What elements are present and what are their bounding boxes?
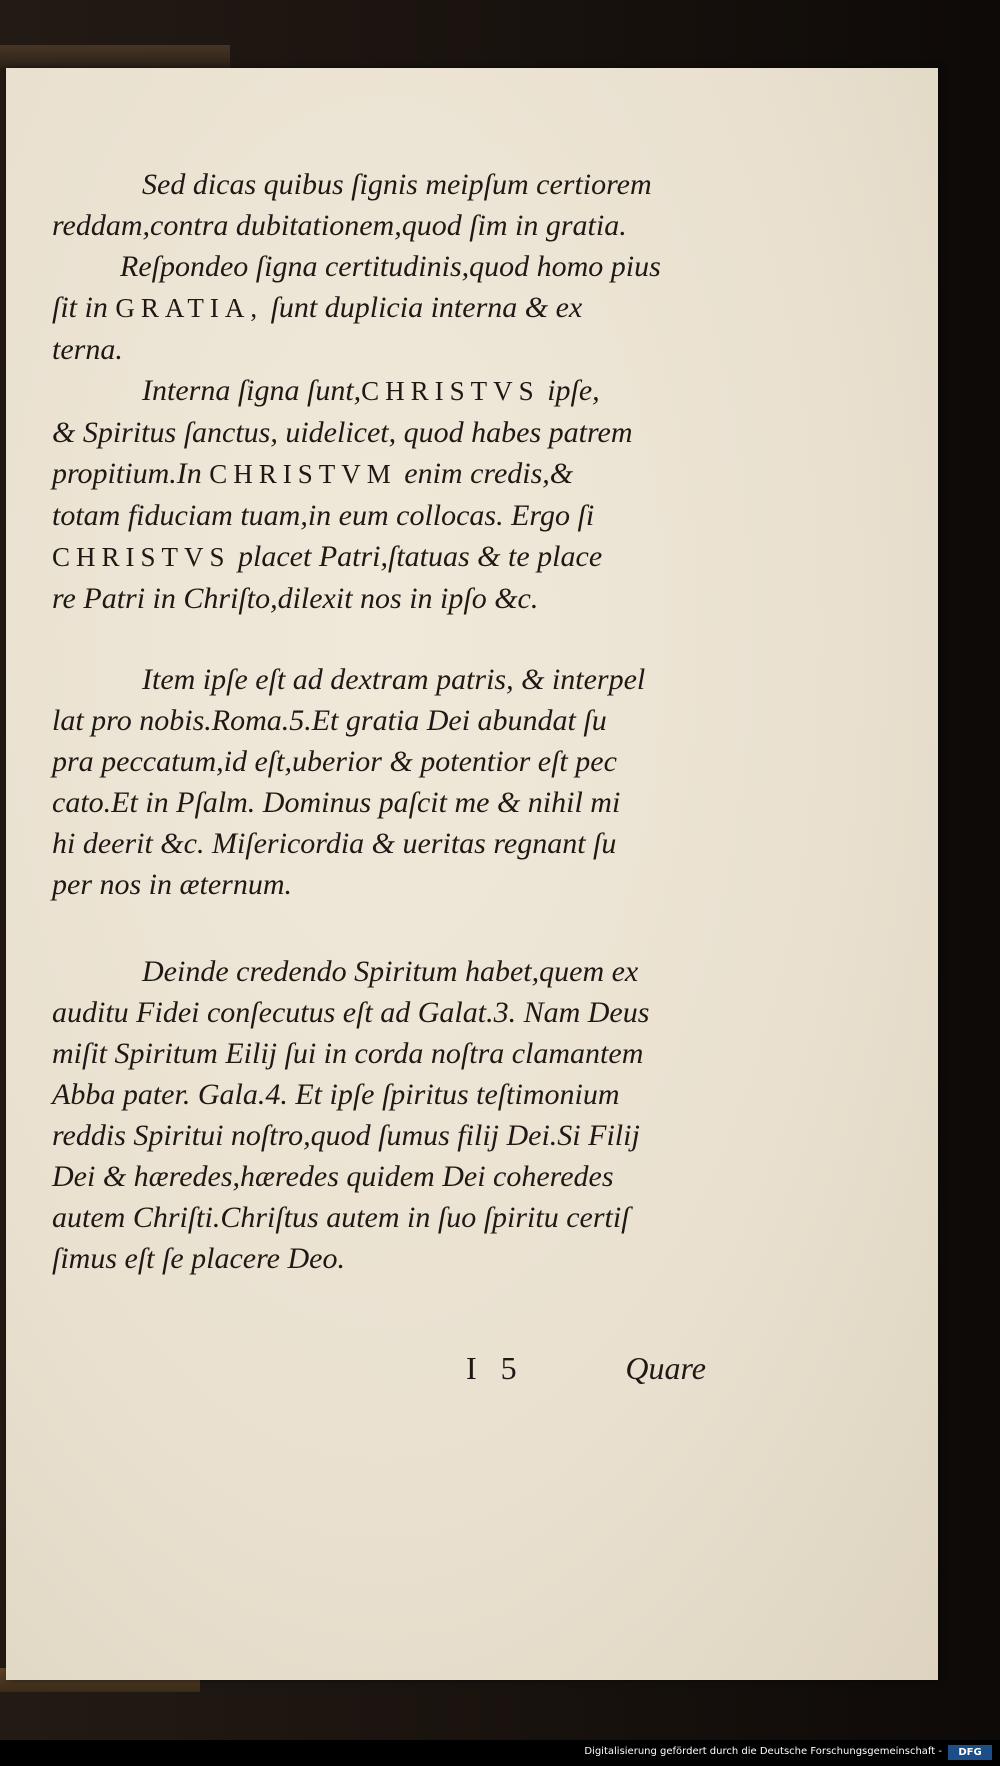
paragraph-5 <box>52 951 708 1279</box>
text-line-post: ſunt duplicia interna & ex <box>263 291 583 324</box>
paragraph-4 <box>52 659 708 905</box>
catchword: Quare <box>625 1350 706 1386</box>
text-line: totam fiduciam tuam,in eum collocas. Ergo ſi <box>52 499 595 532</box>
small-caps-word: CHRISTVS <box>361 376 540 406</box>
text-line: pra peccatum,id eſt,uberior & potentior eſt pec <box>52 745 617 778</box>
text-line: Sed dicas quibus ſignis meipſum certiorem <box>142 168 652 201</box>
text-line: Abba pater. Gala.4. Et ipſe ſpiritus teſtimonium <box>52 1078 620 1111</box>
paragraph-3 <box>52 370 708 619</box>
text-line: re Patri in Chriſto,dilexit nos in ipſo &c. <box>52 582 539 615</box>
small-caps-word: CHRISTVS <box>52 542 231 572</box>
text-line-post: enim credis,& <box>396 457 574 490</box>
text-line: cato.Et in Pſalm. Dominus paſcit me & nihil mi <box>52 786 621 819</box>
small-caps-word: CHRISTVM <box>209 459 397 489</box>
text-line: Reſpondeo ſigna certitudinis,quod homo pius <box>120 250 661 283</box>
paragraph-2 <box>52 246 708 370</box>
text-line: hi deerit &c. Miſericordia & ueritas regnant ſu <box>52 827 617 860</box>
text-line: miſit Spiritum Eilij ſui in corda noſtra clamantem <box>52 1037 644 1070</box>
text-line: Item ipſe eſt ad dextram patris, & interpel <box>142 663 646 696</box>
paragraph-1 <box>52 164 708 246</box>
digitization-credit-bar <box>0 1740 1000 1766</box>
book-page <box>6 68 938 1680</box>
small-caps-word: GRATIA, <box>115 293 264 323</box>
page-text <box>52 164 708 1279</box>
text-line: auditu Fidei conſecutus eſt ad Galat.3. Nam Deus <box>52 996 650 1029</box>
text-line-pre: ſit in <box>52 291 116 324</box>
text-line-pre: Interna ſigna ſunt, <box>142 374 362 407</box>
page-footer <box>466 1350 706 1396</box>
text-line: per nos in æternum. <box>52 868 292 901</box>
credit-text: Digitalisierung gefördert durch die Deutsche Forschungsgemeinschaft - <box>584 1746 942 1757</box>
text-line: Dei & hæredes,hæredes quidem Dei coheredes <box>52 1160 614 1193</box>
cover-edge-top <box>0 45 230 69</box>
dfg-logo: DFG <box>948 1745 992 1760</box>
text-line: ſimus eſt ſe placere Deo. <box>52 1242 345 1275</box>
text-line: terna. <box>52 333 123 366</box>
text-line: reddam,contra dubitationem,quod ſim in gratia. <box>52 209 627 242</box>
text-line: & Spiritus ſanctus, uidelicet, quod habes patrem <box>52 416 633 449</box>
text-line: reddis Spiritui noſtro,quod ſumus filij Dei.Si Filij <box>52 1119 640 1152</box>
text-line: Deinde credendo Spiritum habet,quem ex <box>142 955 639 988</box>
text-line-post: ipſe, <box>539 374 600 407</box>
text-line: lat pro nobis.Roma.5.Et gratia Dei abundat ſu <box>52 704 607 737</box>
text-line-post: placet Patri,ſtatuas & te place <box>230 540 603 573</box>
text-line-pre: propitium.In <box>52 457 210 490</box>
signature-mark: I 5 <box>466 1350 525 1386</box>
text-line: autem Chriſti.Chriſtus autem in ſuo ſpiritu certiſ <box>52 1201 630 1234</box>
